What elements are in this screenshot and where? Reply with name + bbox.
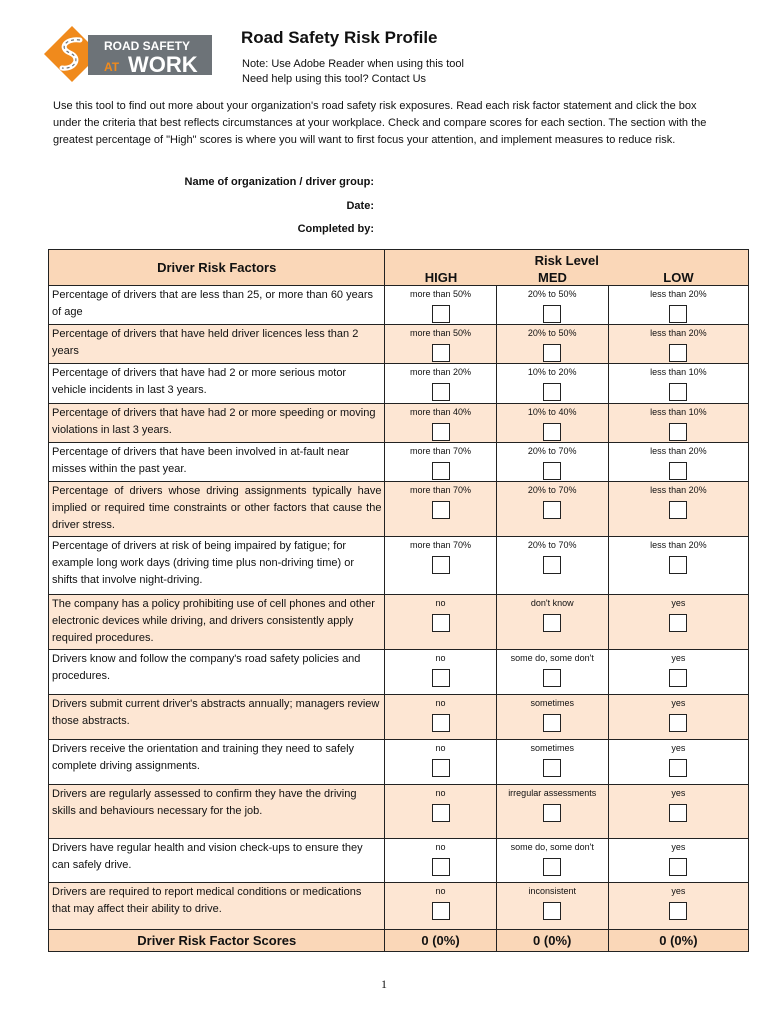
- criteria-low: less than 20%: [650, 485, 707, 495]
- scores-label: Driver Risk Factor Scores: [49, 930, 385, 952]
- intro-paragraph: Use this tool to find out more about your organization's road safety risk exposures. Read each risk factor statement and click the box under the criteria that best reflects circumstances at your workplace. Check and compare scores for each section. The section with the greatest percentage of "High" scores is where you will want to first focus your attention, and implement measures to reduce risk.: [53, 100, 707, 146]
- risk-cell-high: [385, 325, 496, 364]
- checkbox-med[interactable]: [543, 344, 561, 362]
- risk-row: [49, 443, 749, 482]
- risk-cell-high: [385, 364, 496, 404]
- criteria-high: more than 70%: [410, 485, 472, 495]
- checkbox-low[interactable]: [669, 556, 687, 574]
- risk-level-header: [385, 250, 749, 286]
- risk-cell-low: [608, 595, 748, 650]
- checkbox-low[interactable]: [669, 714, 687, 732]
- criteria-med: inconsistent: [528, 886, 576, 896]
- criteria-low: yes: [671, 743, 686, 753]
- score-med: 0 (0%): [496, 930, 608, 952]
- criteria-high: more than 70%: [410, 540, 472, 550]
- criteria-high: more than 50%: [410, 328, 472, 338]
- criteria-med: 20% to 50%: [527, 289, 577, 299]
- checkbox-low[interactable]: [669, 614, 687, 632]
- checkbox-med[interactable]: [543, 305, 561, 323]
- risk-row: [49, 537, 749, 595]
- checkbox-low[interactable]: [669, 858, 687, 876]
- checkbox-high[interactable]: [432, 556, 450, 574]
- criteria-med: some do, some don't: [510, 842, 594, 852]
- risk-cell-low: [608, 482, 748, 537]
- checkbox-med[interactable]: [543, 423, 561, 441]
- logo-text-work: WORK: [128, 52, 198, 77]
- checkbox-high[interactable]: [432, 423, 450, 441]
- risk-row: [49, 595, 749, 650]
- criteria-high: no: [435, 788, 446, 798]
- risk-row: [49, 695, 749, 740]
- risk-cell-high: [385, 443, 496, 482]
- checkbox-high[interactable]: [432, 501, 450, 519]
- criteria-high: more than 20%: [410, 367, 472, 377]
- risk-cell-med: [496, 595, 608, 650]
- risk-level-label: Risk Level: [534, 253, 599, 268]
- criteria-high: no: [435, 743, 446, 753]
- criteria-med: sometimes: [530, 743, 574, 753]
- risk-row: [49, 839, 749, 883]
- risk-row: [49, 785, 749, 839]
- risk-row: [49, 650, 749, 695]
- risk-cell-med: [496, 785, 608, 839]
- risk-cell-low: [608, 325, 748, 364]
- criteria-low: yes: [671, 788, 686, 798]
- risk-cell-med: [496, 537, 608, 595]
- checkbox-med[interactable]: [543, 714, 561, 732]
- checkbox-high[interactable]: [432, 305, 450, 323]
- road-safety-at-work-logo[interactable]: [44, 26, 214, 82]
- criteria-med: 10% to 20%: [527, 367, 577, 377]
- risk-row: [49, 404, 749, 443]
- checkbox-med[interactable]: [543, 556, 561, 574]
- risk-cell-low: [608, 740, 748, 785]
- checkbox-high[interactable]: [432, 614, 450, 632]
- risk-cell-med: [496, 404, 608, 443]
- criteria-med: irregular assessments: [508, 788, 597, 798]
- risk-cell-high: [385, 695, 496, 740]
- checkbox-med[interactable]: [543, 902, 561, 920]
- page-number: 1: [381, 977, 387, 991]
- checkbox-low[interactable]: [669, 669, 687, 687]
- criteria-med: 20% to 70%: [527, 485, 577, 495]
- criteria-high: more than 70%: [410, 446, 472, 456]
- criteria-high: no: [435, 598, 446, 608]
- criteria-low: less than 20%: [650, 328, 707, 338]
- note: [242, 57, 464, 87]
- risk-cell-high: [385, 883, 496, 930]
- completed-by-label: Completed by:: [297, 223, 374, 235]
- risk-cell-med: [496, 883, 608, 930]
- page-title: Road Safety Risk Profile: [241, 28, 438, 47]
- risk-cell-med: [496, 650, 608, 695]
- org-label: Name of organization / driver group:: [184, 176, 374, 188]
- risk-cell-low: [608, 443, 748, 482]
- risk-cell-low: [608, 785, 748, 839]
- logo-text-road-safety: ROAD SAFETY: [104, 39, 191, 53]
- risk-cell-low: [608, 650, 748, 695]
- checkbox-high[interactable]: [432, 759, 450, 777]
- med-header: MED: [538, 270, 567, 285]
- criteria-med: sometimes: [530, 698, 574, 708]
- checkbox-low[interactable]: [669, 383, 687, 401]
- criteria-med: 10% to 40%: [527, 407, 577, 417]
- risk-cell-med: [496, 482, 608, 537]
- criteria-high: more than 50%: [410, 289, 472, 299]
- risk-cell-med: [496, 443, 608, 482]
- risk-cell-low: [608, 364, 748, 404]
- risk-cell-low: [608, 404, 748, 443]
- score-low: 0 (0%): [608, 930, 748, 952]
- risk-cell-low: [608, 537, 748, 595]
- risk-row: [49, 482, 749, 537]
- checkbox-high[interactable]: [432, 858, 450, 876]
- risk-row: [49, 364, 749, 404]
- checkbox-low[interactable]: [669, 501, 687, 519]
- risk-cell-high: [385, 537, 496, 595]
- risk-row: [49, 286, 749, 325]
- checkbox-low[interactable]: [669, 305, 687, 323]
- checkbox-high[interactable]: [432, 462, 450, 480]
- risk-cell-high: [385, 286, 496, 325]
- risk-factor-text: Drivers know and follow the company's road safety policies and procedures.: [49, 650, 385, 695]
- checkbox-high[interactable]: [432, 383, 450, 401]
- checkbox-med[interactable]: [543, 804, 561, 822]
- risk-cell-low: [608, 883, 748, 930]
- risk-cell-med: [496, 286, 608, 325]
- criteria-med: 20% to 70%: [527, 446, 577, 456]
- criteria-low: yes: [671, 653, 686, 663]
- risk-factor-text: Percentage of drivers that have had 2 or more serious motor vehicle incidents in last 3 years.: [49, 364, 385, 404]
- risk-cell-high: [385, 650, 496, 695]
- risk-cell-med: [496, 740, 608, 785]
- criteria-high: no: [435, 886, 446, 896]
- risk-factor-text: The company has a policy prohibiting use of cell phones and other electronic devices while driving, and drivers consistently apply required procedures.: [49, 595, 385, 650]
- risk-cell-high: [385, 404, 496, 443]
- checkbox-med[interactable]: [543, 759, 561, 777]
- note-adobe: Note: Use Adobe Reader when using this tool: [242, 58, 464, 70]
- checkbox-med[interactable]: [543, 858, 561, 876]
- checkbox-low[interactable]: [669, 902, 687, 920]
- risk-factor-text: Percentage of drivers whose driving assignments typically have implied or required time constraints or other factors that cause the driver stress.: [49, 482, 385, 537]
- checkbox-low[interactable]: [669, 759, 687, 777]
- risk-table: [48, 249, 749, 952]
- criteria-med: 20% to 70%: [527, 540, 577, 550]
- logo-text-at: AT: [104, 60, 120, 74]
- risk-cell-low: [608, 695, 748, 740]
- low-header: LOW: [663, 270, 694, 285]
- criteria-low: less than 10%: [650, 367, 707, 377]
- risk-cell-low: [608, 286, 748, 325]
- score-high: 0 (0%): [385, 930, 496, 952]
- risk-cell-med: [496, 839, 608, 883]
- date-label: Date:: [346, 200, 374, 212]
- risk-cell-high: [385, 785, 496, 839]
- risk-factor-text: Percentage of drivers at risk of being impaired by fatigue; for example long work days (driving time plus non-driving time) or shifts that involve night-driving.: [49, 537, 385, 595]
- criteria-low: yes: [671, 598, 686, 608]
- checkbox-low[interactable]: [669, 344, 687, 362]
- checkbox-med[interactable]: [543, 669, 561, 687]
- risk-factor-text: Percentage of drivers that have been involved in at-fault near misses within the past year.: [49, 443, 385, 482]
- risk-cell-high: [385, 482, 496, 537]
- risk-row: [49, 883, 749, 930]
- criteria-low: less than 20%: [650, 540, 707, 550]
- risk-cell-high: [385, 595, 496, 650]
- risk-factor-text: Percentage of drivers that have had 2 or more speeding or moving violations in last 3 years.: [49, 404, 385, 443]
- checkbox-med[interactable]: [543, 383, 561, 401]
- risk-factor-text: Drivers receive the orientation and training they need to safely complete driving assignments.: [49, 740, 385, 785]
- risk-row: [49, 325, 749, 364]
- risk-cell-med: [496, 364, 608, 404]
- criteria-low: less than 20%: [650, 446, 707, 456]
- high-header: HIGH: [424, 270, 458, 285]
- criteria-high: more than 40%: [410, 407, 472, 417]
- factors-header: Driver Risk Factors: [49, 250, 385, 286]
- checkbox-high[interactable]: [432, 714, 450, 732]
- risk-factor-text: Drivers are regularly assessed to confirm they have the driving skills and behaviours necessary for the job.: [49, 785, 385, 839]
- checkbox-med[interactable]: [543, 501, 561, 519]
- criteria-high: no: [435, 698, 446, 708]
- criteria-low: yes: [671, 842, 686, 852]
- checkbox-med[interactable]: [543, 462, 561, 480]
- risk-factor-text: Percentage of drivers that are less than 25, or more than 60 years of age: [49, 286, 385, 325]
- risk-cell-med: [496, 695, 608, 740]
- checkbox-high[interactable]: [432, 902, 450, 920]
- risk-cell-high: [385, 839, 496, 883]
- checkbox-high[interactable]: [432, 344, 450, 362]
- criteria-low: less than 20%: [650, 289, 707, 299]
- checkbox-med[interactable]: [543, 614, 561, 632]
- risk-factor-text: Drivers are required to report medical conditions or medications that may affect their ability to drive.: [49, 883, 385, 930]
- risk-factor-text: Percentage of drivers that have held driver licences less than 2 years: [49, 325, 385, 364]
- contact-us-link[interactable]: Need help using this tool? Contact Us: [242, 73, 427, 85]
- criteria-med: don't know: [530, 598, 574, 608]
- criteria-med: 20% to 50%: [527, 328, 577, 338]
- risk-factor-text: Drivers submit current driver's abstracts annually; managers review those abstracts.: [49, 695, 385, 740]
- risk-cell-high: [385, 740, 496, 785]
- checkbox-high[interactable]: [432, 669, 450, 687]
- criteria-high: no: [435, 653, 446, 663]
- checkbox-low[interactable]: [669, 462, 687, 480]
- checkbox-low[interactable]: [669, 423, 687, 441]
- checkbox-high[interactable]: [432, 804, 450, 822]
- risk-row: [49, 740, 749, 785]
- checkbox-low[interactable]: [669, 804, 687, 822]
- criteria-low: less than 10%: [650, 407, 707, 417]
- criteria-med: some do, some don't: [510, 653, 594, 663]
- criteria-high: no: [435, 842, 446, 852]
- risk-cell-low: [608, 839, 748, 883]
- criteria-low: yes: [671, 886, 686, 896]
- risk-cell-med: [496, 325, 608, 364]
- risk-factor-text: Drivers have regular health and vision check-ups to ensure they can safely drive.: [49, 839, 385, 883]
- criteria-low: yes: [671, 698, 686, 708]
